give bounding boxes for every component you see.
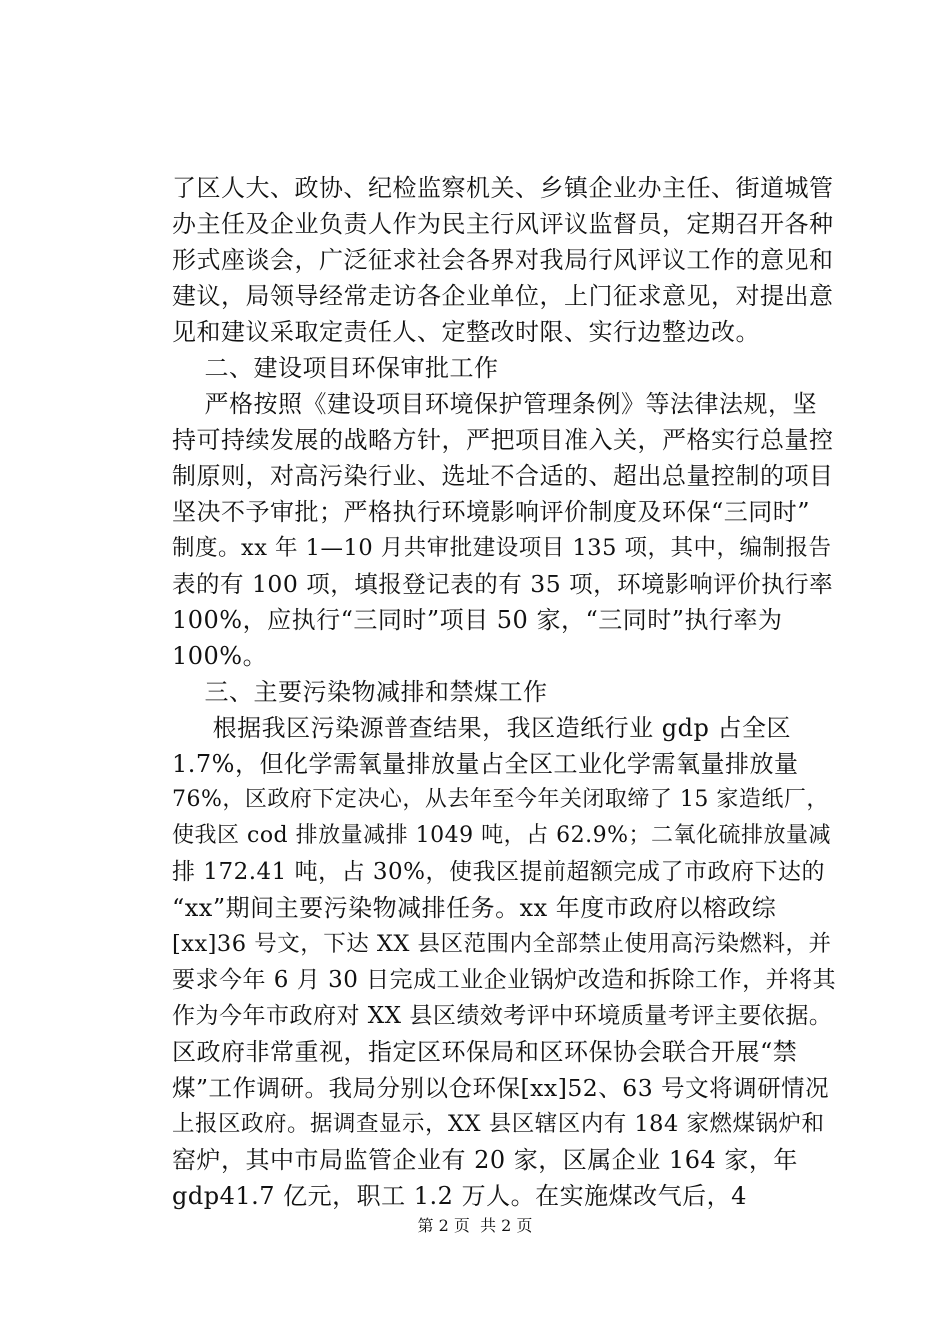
text-line: 上报区政府。据调查显示，XX 县区辖区内有 184 家燃煤锅炉和: [172, 1111, 825, 1137]
text-line: 窑炉，其中市局监管企业有 20 家，区属企业 164 家，年: [172, 1146, 798, 1174]
text-line: 了区人大、政协、纪检监察机关、乡镇企业办主任、街道城管: [172, 174, 834, 202]
text-line: 1.7%，但化学需氧量排放量占全区工业化学需氧量排放量: [172, 750, 799, 778]
text-line: 作为今年市政府对 XX 县区绩效考评中环境质量考评主要依据。: [172, 1003, 833, 1029]
text-line: 持可持续发展的战略方针，严把项目准入关，严格实行总量控: [172, 426, 834, 454]
text-line: 排 172.41 吨，占 30%，使我区提前超额完成了市政府下达的: [172, 859, 826, 885]
text-line: 制度。xx 年 1—10 月共审批建设项目 135 项，其中，编制报告: [172, 535, 832, 561]
section-heading: 二、建设项目环保审批工作: [172, 354, 499, 382]
text-line: 100%。: [172, 642, 268, 670]
text-line: 煤”工作调研。我局分别以仓环保[xx]52、63 号文将调研情况: [172, 1074, 830, 1102]
text-line: 严格按照《建设项目环境保护管理条例》等法律法规，坚: [172, 390, 818, 418]
text-line: 形式座谈会，广泛征求社会各界对我局行风评议工作的意见和: [172, 246, 834, 274]
text-line: 根据我区污染源普查结果，我区造纸行业 gdp 占全区: [172, 714, 791, 742]
text-line: 要求今年 6 月 30 日完成工业企业锅炉改造和拆除工作，并将其: [172, 967, 837, 993]
section-heading: 三、主要污染物减排和禁煤工作: [172, 678, 548, 706]
text-line: 区政府非常重视，指定区环保局和区环保协会联合开展“禁: [172, 1038, 798, 1066]
text-line: 100%，应执行“三同时”项目 50 家，“三同时”执行率为: [172, 606, 783, 634]
text-line: 办主任及企业负责人作为民主行风评议监督员，定期召开各种: [172, 210, 834, 238]
document-body: [172, 170, 837, 1214]
text-line: gdp41.7 亿元，职工 1.2 万人。在实施煤改气后，4: [172, 1182, 747, 1210]
page-footer: 第 2 页 共 2 页: [417, 1216, 533, 1235]
text-line: 76%，区政府下定决心，从去年至今年关闭取缔了 15 家造纸厂，: [172, 787, 829, 812]
text-line: “xx”期间主要污染物减排任务。xx 年度市政府以榕政综: [172, 894, 777, 922]
text-line: 坚决不予审批；严格执行环境影响评价制度及环保“三同时”: [172, 498, 811, 526]
text-line: 建议，局领导经常走访各企业单位，上门征求意见，对提出意: [172, 282, 834, 310]
text-line: 见和建议采取定责任人、定整改时限、实行边整边改。: [172, 318, 760, 346]
text-line: 制原则，对高污染行业、选址不合适的、超出总量控制的项目: [172, 462, 834, 490]
text-line: 表的有 100 项，填报登记表的有 35 项，环境影响评价执行率: [172, 570, 834, 598]
text-line: [xx]36 号文，下达 XX 县区范围内全部禁止使用高污染燃料，并: [172, 931, 832, 957]
text-line: 使我区 cod 排放量减排 1049 吨，占 62.9%；二氧化硫排放量减: [172, 823, 831, 848]
